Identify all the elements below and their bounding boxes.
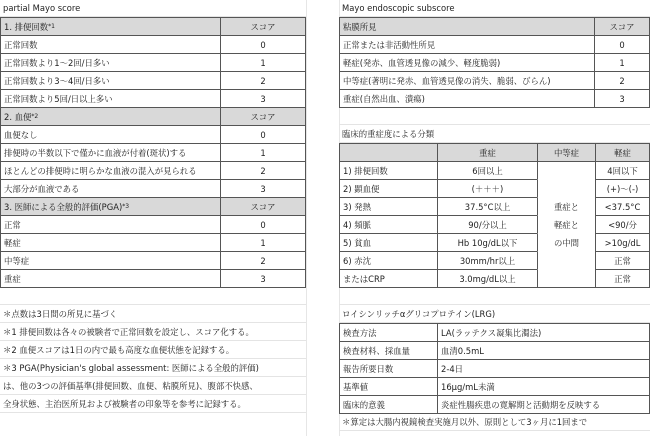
- table-row: [339, 323, 650, 341]
- note-line: ＊3 PGA(Physician's global assessment: 医師による全般的評価): [0, 359, 306, 377]
- mild-column-header: 軽症: [595, 143, 650, 162]
- table-row: [339, 71, 650, 89]
- severe-column-header: 重症: [437, 143, 537, 162]
- section-1-header: [0, 17, 306, 35]
- criteria-label: 正常回数より1〜2回/日多い: [0, 53, 220, 72]
- score-value: 0: [220, 125, 306, 144]
- table-row: 5) 貧血 Hb 10g/dL以下 の中間 >10g/dL: [339, 233, 650, 251]
- table-row: 2) 顕血便 (＋＋＋) (+)〜(-): [339, 179, 650, 197]
- criteria-label: 軽症: [0, 233, 220, 252]
- table-row: 1) 排便回数 6回以上 4回以下: [339, 161, 650, 179]
- criteria-label: 重症: [0, 269, 220, 288]
- table-row: [339, 89, 650, 107]
- score-value: 3: [594, 89, 650, 108]
- right-panel: [339, 0, 650, 431]
- table-row: 4) 頻脈 90/分以上 軽症と <90/分: [339, 215, 650, 233]
- table-row: [0, 269, 306, 287]
- finding-label: 正常または非活動性所見: [339, 35, 594, 54]
- section-2-heading: 2. 血便 *2: [0, 107, 220, 126]
- lrg-label: 検査材料、採血量: [339, 341, 437, 360]
- blank-row: [0, 287, 306, 305]
- score-column-header: スコア: [220, 197, 306, 216]
- criteria-label: 正常回数より5回/日以上多い: [0, 89, 220, 108]
- table-row: [0, 179, 306, 197]
- lrg-value: LA(ラッテクス凝集比濁法): [437, 323, 650, 342]
- score-value: 2: [220, 161, 306, 180]
- score-value: 2: [220, 71, 306, 90]
- lrg-value: 16μg/mL未満: [437, 377, 650, 396]
- criteria-label: ほとんどの排便時に明らかな血液の混入が見られる: [0, 161, 220, 180]
- score-value: 3: [220, 269, 306, 288]
- score-value: 3: [220, 89, 306, 108]
- table-row: 3) 発熱 37.5°C以上 重症と <37.5°C: [339, 197, 650, 215]
- criteria-label: 中等症: [0, 251, 220, 270]
- score-value: 1: [220, 53, 306, 72]
- severity-title-row: [339, 125, 650, 143]
- lrg-title: ロイシンリッチαグリコプロテイン(LRG): [342, 308, 496, 319]
- note-line: は、他の3つの評価基準(排便回数、血便、粘膜所見)、腹部不快感、: [0, 377, 306, 395]
- severity-header: [339, 143, 650, 161]
- score-column-header: スコア: [220, 107, 306, 126]
- partial-mayo-panel: [0, 0, 306, 413]
- lrg-label: 臨床的意義: [339, 395, 437, 414]
- partial-mayo-title-row: [0, 0, 306, 17]
- table-row: [0, 35, 306, 53]
- finding-label: 中等症(著明に発赤、血管透見像の消失、脆弱、びらん): [339, 71, 594, 90]
- table-row: [339, 35, 650, 53]
- table-row: [339, 341, 650, 359]
- lrg-note-row: [339, 413, 650, 431]
- endoscopic-header: [339, 17, 650, 35]
- score-value: 0: [220, 215, 306, 234]
- lrg-label: 検査方法: [339, 323, 437, 342]
- score-value: 2: [220, 251, 306, 270]
- lrg-value: 炎症性腸疾患の寛解期と活動期を反映する: [437, 395, 650, 414]
- table-row: [0, 233, 306, 251]
- table-row: [339, 359, 650, 377]
- table-row: [0, 125, 306, 143]
- gridline: [306, 0, 307, 436]
- score-value: 3: [220, 179, 306, 198]
- score-column-header: スコア: [220, 17, 306, 36]
- lrg-title-row: [339, 305, 650, 323]
- finding-label: 軽症(発赤、血管透見像の減少、軽度脆弱): [339, 53, 594, 72]
- table-row: [0, 89, 306, 107]
- blank-row: [339, 107, 650, 125]
- table-row: [0, 143, 306, 161]
- lrg-label: 基準値: [339, 377, 437, 396]
- note-line: 全身状態、主治医所見および被験者の印象等を参考に記録する。: [0, 395, 306, 413]
- score-column-header: スコア: [594, 17, 650, 36]
- criteria-label: 大部分が血液である: [0, 179, 220, 198]
- moderate-column-header: 中等症: [537, 143, 595, 162]
- score-value: 2: [594, 71, 650, 90]
- table-row: [339, 53, 650, 71]
- mucosa-column-header: 粘膜所見: [339, 17, 594, 36]
- criteria-label: 正常回数: [0, 35, 220, 54]
- table-row: またはCRP 3.0mg/dL以上 正常: [339, 269, 650, 287]
- criteria-label: 正常回数より3〜4回/日多い: [0, 71, 220, 90]
- section-3-header: [0, 197, 306, 215]
- criteria-label: 血便なし: [0, 125, 220, 144]
- criteria-label: 排便時の半数以下で僅かに血液が付着(斑状)する: [0, 143, 220, 162]
- table-row: [0, 53, 306, 71]
- finding-label: 重症(自然出血、潰瘍): [339, 89, 594, 108]
- partial-mayo-title: partial Mayo score: [3, 3, 81, 13]
- note-line: ＊2 血便スコアは1日の内で最も高度な血便状態を記録する。: [0, 341, 306, 359]
- endoscopic-title: Mayo endoscopic subscore: [342, 3, 455, 13]
- lrg-value: 血清0.5mL: [437, 341, 650, 360]
- lrg-note: ＊算定は大腸内視鏡検査実施月以外、原則として3ヶ月に1回まで: [342, 416, 588, 427]
- score-value: 0: [594, 35, 650, 54]
- lrg-value: 2-4日: [437, 359, 650, 378]
- table-row: [339, 395, 650, 413]
- section-2-header: [0, 107, 306, 125]
- table-row: [0, 215, 306, 233]
- endoscopic-title-row: [339, 0, 650, 17]
- section-3-heading: 3. 医師による全般的評価(PGA) *3: [0, 197, 220, 216]
- score-value: 1: [220, 233, 306, 252]
- table-row: [0, 251, 306, 269]
- severity-title: 臨床的重症度による分類: [342, 128, 435, 139]
- criteria-label: 正常: [0, 215, 220, 234]
- table-row: [0, 161, 306, 179]
- note-line: ＊点数は3日間の所見に基づく: [0, 305, 306, 323]
- score-value: 1: [594, 53, 650, 72]
- table-row: [0, 71, 306, 89]
- note-line: ＊1 排便回数は各々の被験者で正常回数を設定し、スコア化する。: [0, 323, 306, 341]
- score-value: 1: [220, 143, 306, 162]
- section-1-heading: 1. 排便回数 *1: [0, 17, 220, 36]
- table-row: 6) 赤沈 30mm/hr以上 正常: [339, 251, 650, 269]
- lrg-label: 報告所要日数: [339, 359, 437, 378]
- table-row: [339, 377, 650, 395]
- blank-row: [339, 287, 650, 305]
- score-value: 0: [220, 35, 306, 54]
